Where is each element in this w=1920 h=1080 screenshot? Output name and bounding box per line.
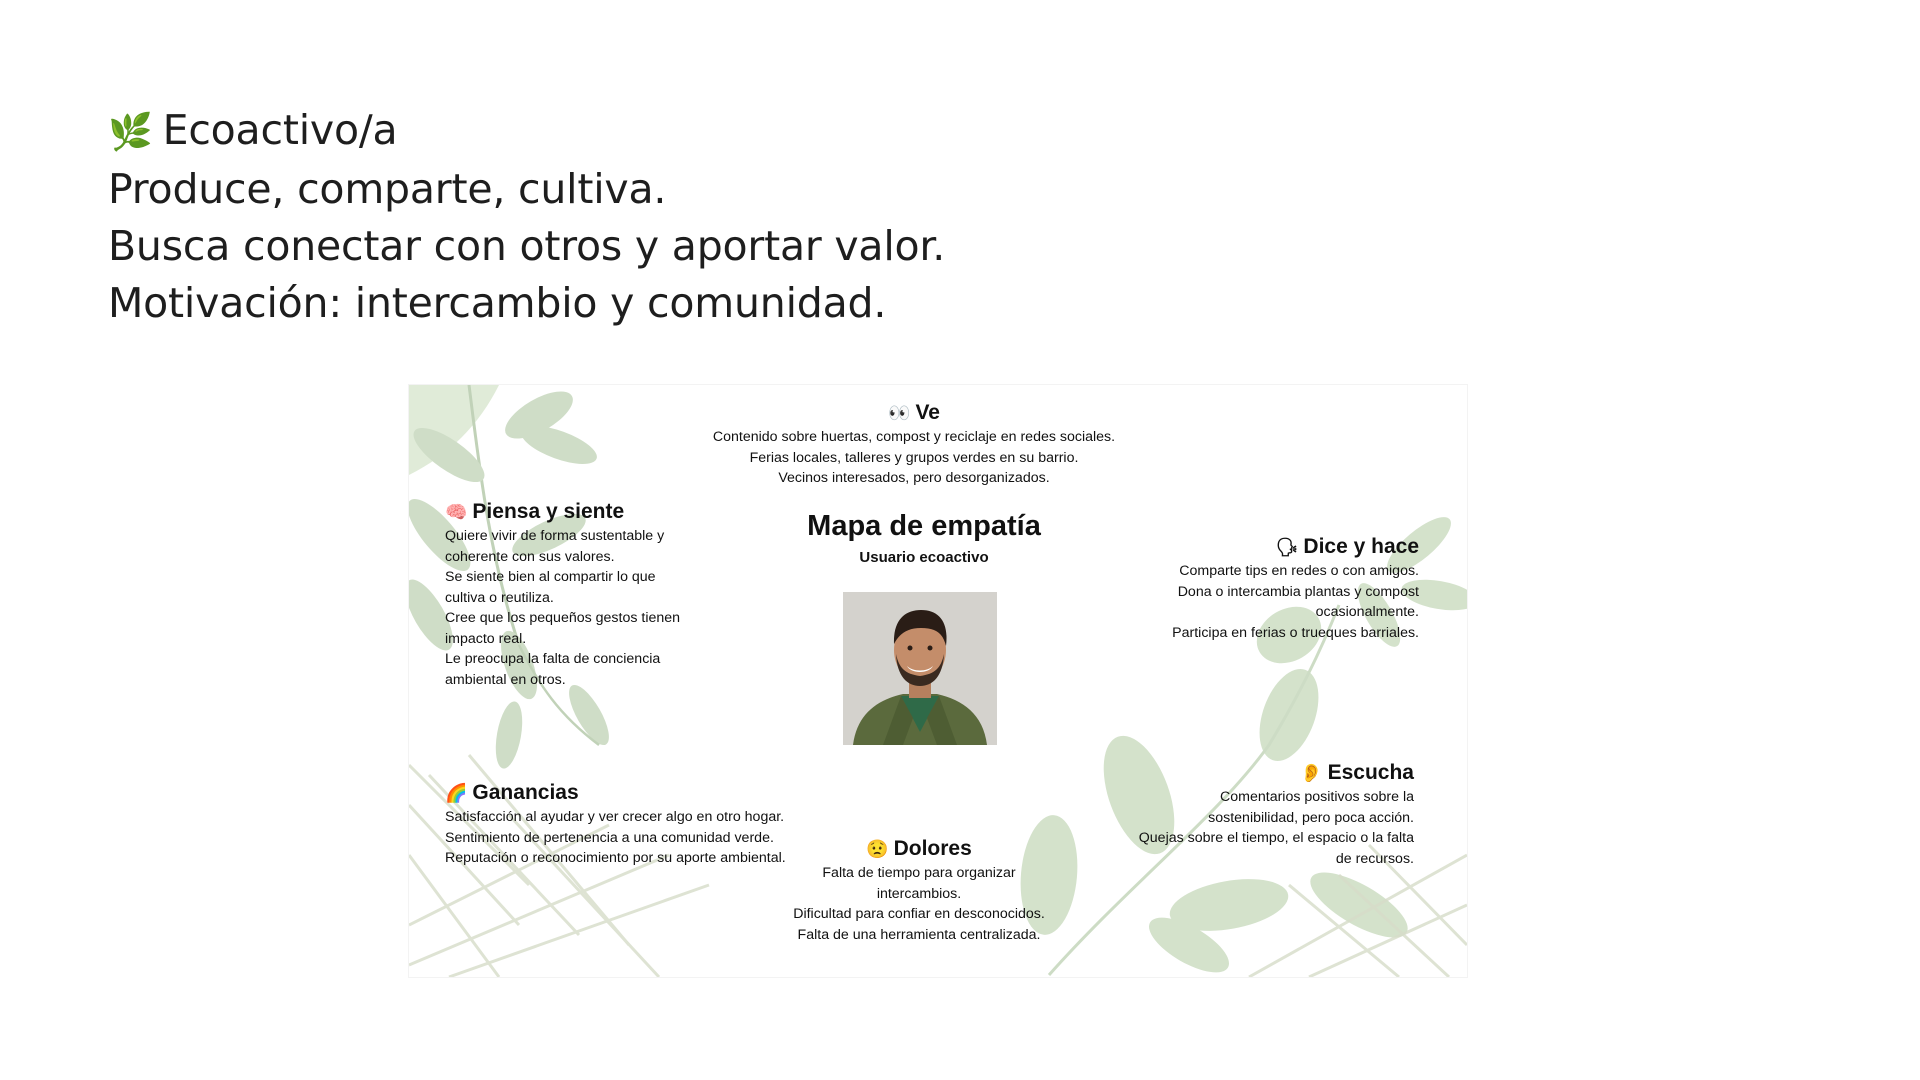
ganancias-line: Satisfacción al ayudar y ver crecer algo en otro hogar. — [445, 809, 785, 825]
dice-heading: 🗣 Dice y hace — [1275, 535, 1419, 558]
escucha-line: Comentarios positivos sobre la — [1220, 789, 1414, 805]
intro-line-3: Busca conectar con otros y aportar valor. — [108, 222, 946, 270]
dolores-line: intercambios. — [876, 885, 962, 902]
ganancias-line: Sentimiento de pertenencia a una comunidad verde. — [445, 829, 774, 846]
herb-icon: 🌿 — [108, 112, 153, 153]
ganancias-line: Reputación o reconocimiento por su aporte ambiental. — [445, 850, 786, 866]
piensa-line: Cree que los pequeños gestos tienen — [445, 610, 681, 626]
section-dice-y-hace — [1119, 535, 1419, 643]
dice-line: ocasionalmente. — [1315, 604, 1419, 620]
escucha-line: sostenibilidad, pero poca acción. — [1208, 809, 1414, 826]
escucha-heading: 👂 Escucha — [1300, 761, 1414, 784]
map-title: Mapa de empatía — [807, 510, 1041, 542]
escucha-line: Quejas sobre el tiempo, el espacio o la falta — [1138, 830, 1414, 846]
dice-line: Comparte tips en redes o con amigos. — [1179, 563, 1419, 579]
persona-name: Ecoactivo/a — [162, 106, 398, 154]
piensa-line: impacto real. — [445, 630, 527, 647]
dice-line: Participa en ferias o trueques barriales. — [1172, 624, 1419, 641]
ear-icon: 👂 — [1300, 763, 1323, 783]
worried-face-icon: 😟 — [866, 839, 889, 859]
piensa-line: coherente con sus valores. — [445, 548, 615, 565]
escucha-line: de recursos. — [1335, 850, 1414, 867]
intro-line-4: Motivación: intercambio y comunidad. — [108, 279, 887, 327]
intro-text — [108, 102, 945, 332]
section-ve — [689, 401, 1139, 489]
section-dolores — [779, 837, 1059, 945]
empathy-map-image — [409, 385, 1467, 977]
ve-line: Contenido sobre huertas, compost y reciclaje en redes sociales. — [712, 429, 1116, 445]
section-escucha — [1099, 761, 1414, 869]
map-subtitle: Usuario ecoactivo — [859, 549, 989, 566]
speaking-head-icon: 🗣 — [1275, 537, 1299, 557]
intro-line-2: Produce, comparte, cultiva. — [108, 165, 667, 213]
section-piensa-y-siente — [445, 500, 705, 690]
piensa-line: ambiental en otros. — [445, 671, 566, 688]
dolores-line: Falta de una herramienta centralizada. — [797, 926, 1041, 943]
dice-line: Dona o intercambia plantas y compost — [1177, 583, 1419, 600]
eyes-icon: 👀 — [888, 403, 911, 423]
piensa-line: Quiere vivir de forma sustentable y — [445, 528, 665, 544]
ve-line: Ferias locales, talleres y grupos verdes en su barrio. — [749, 449, 1079, 466]
piensa-line: cultiva o reutiliza. — [445, 589, 554, 606]
rainbow-icon: 🌈 — [445, 783, 468, 803]
piensa-line: Se siente bien al compartir lo que — [445, 569, 656, 585]
user-portrait — [843, 592, 997, 745]
dolores-line: Falta de tiempo para organizar — [822, 865, 1016, 881]
intro-line-1 — [108, 102, 945, 161]
dolores-line: Dificultad para confiar en desconocidos. — [793, 906, 1045, 922]
ganancias-heading: 🌈 Ganancias — [445, 781, 579, 804]
ve-heading: 👀 Ve — [888, 401, 940, 424]
map-header — [779, 509, 1069, 566]
piensa-heading: 🧠 Piensa y siente — [445, 500, 625, 523]
ve-line: Vecinos interesados, pero desorganizados. — [778, 470, 1050, 486]
brain-icon: 🧠 — [445, 502, 468, 522]
piensa-line: Le preocupa la falta de conciencia — [445, 651, 661, 667]
dolores-heading: 😟 Dolores — [866, 837, 972, 860]
